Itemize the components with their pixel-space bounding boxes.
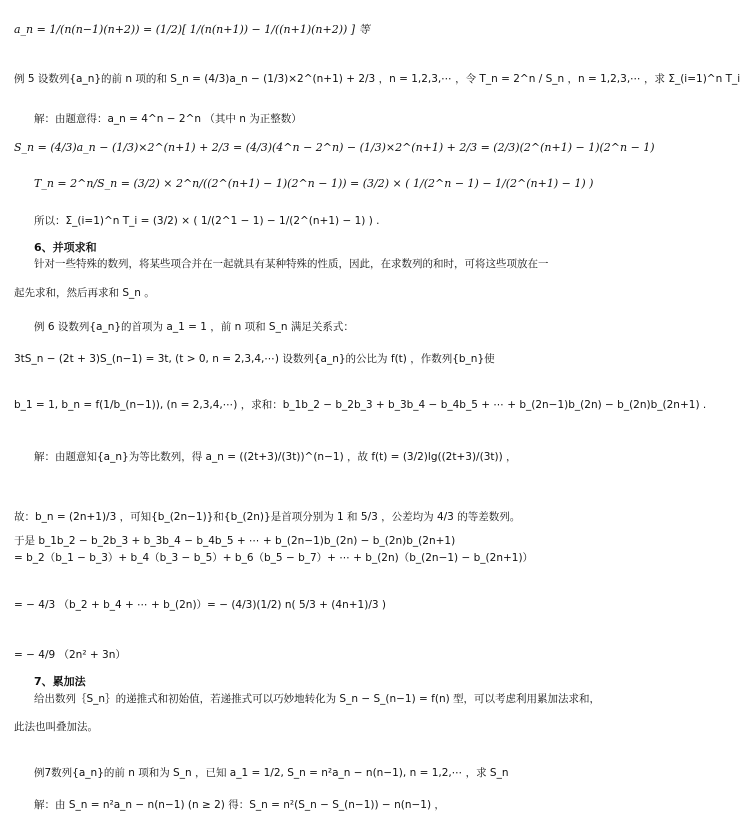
- example-6-simplify: = − 4/3 （b_2 + b_4 + ⋯ + b_(2n)）= − (4/3)(1/2) n( 5/3 + (4n+1)/3 ): [14, 599, 386, 611]
- formula-sn: S_n = (4/3)a_n − (1/3)×2^(n+1) + 2/3 = (4/3)(4^n − 2^n) − (1/3)×2^(n+1) + 2/3 = (2/3)(2^(n+1) − 1)(2^n − 1): [14, 141, 655, 154]
- example-6-result: = − 4/9 （2n² + 3n）: [14, 649, 126, 661]
- example-7-statement: 例7数列{a_n}的前 n 项和为 S_n ，已知 a_1 = 1/2, S_n = n²a_n − n(n−1), n = 1,2,⋯ ，求 S_n: [34, 767, 509, 779]
- example-6-solution-ft: 解：由题意知{a_n}为等比数列，得 a_n = ((2t+3)/(3t))^(n−1) ，故 f(t) = (3/2)lg((2t+3)/(3t)) ，: [34, 451, 517, 463]
- example-6-statement: 例 6 设数列{a_n}的首项为 a_1 = 1 ，前 n 项和 S_n 满足关系式：: [34, 321, 354, 333]
- example-6-bn-definition: b_1 = 1, b_n = f(1/b_(n−1)), (n = 2,3,4,⋯) ，求和：b_1b_2 − b_2b_3 + b_3b_4 − b_4b_5 + ⋯ + b_(2n−1)b_(2n) − b_(2n)b_(2n+1) .: [14, 399, 707, 411]
- example-6-sum-expression: 于是 b_1b_2 − b_2b_3 + b_3b_4 − b_4b_5 + ⋯ + b_(2n−1)b_(2n) − b_(2n)b_(2n+1): [14, 535, 456, 547]
- example-5-solution-an: 解：由题意得：a_n = 4^n − 2^n （其中 n 为正整数）: [34, 113, 302, 125]
- formula-an-decomposition: a_n = 1/(n(n−1)(n+2)) = (1/2)[ 1/(n(n+1)) − 1/((n+1)(n+2)) ] 等: [14, 23, 370, 36]
- section-6-paragraph-2: 起先求和，然后再求和 S_n 。: [14, 287, 155, 299]
- section-7-paragraph-1: 给出数列｛S_n｝的递推式和初始值，若递推式可以巧妙地转化为 S_n − S_(n−1) = f(n) 型，可以考虑利用累加法求和，: [34, 693, 601, 705]
- example-6-relation: 3tS_n − (2t + 3)S_(n−1) = 3t, (t > 0, n = 2,3,4,⋯) 设数列{a_n}的公比为 f(t) ，作数列{b_n}使: [14, 353, 495, 365]
- example-5-statement: 例 5 设数列{a_n}的前 n 项的和 S_n = (4/3)a_n − (1/3)×2^(n+1) + 2/3 ，n = 1,2,3,⋯ ，令 T_n = 2^n / S_n ，n = 1,2,3,⋯ ，求 Σ_(i=1)^n T_i: [14, 73, 740, 85]
- section-6-heading: 6、并项求和: [34, 241, 97, 254]
- section-7-heading: 7、累加法: [34, 675, 86, 688]
- example-6-bn-formula: 故：b_n = (2n+1)/3 ，可知{b_(2n−1)}和{b_(2n)}是首项分别为 1 和 5/3 ，公差均为 4/3 的等差数列。: [14, 511, 521, 523]
- example-7-solution: 解：由 S_n = n²a_n − n(n−1) (n ≥ 2) 得：S_n = n²(S_n − S_(n−1)) − n(n−1) ，: [34, 799, 445, 811]
- section-6-paragraph-1: 针对一些特殊的数列，将某些项合并在一起就具有某种特殊的性质，因此，在求数列的和时，可将这些项放在一: [34, 258, 549, 270]
- example-6-grouping: = b_2（b_1 − b_3）+ b_4（b_3 − b_5）+ b_6（b_5 − b_7）+ ⋯ + b_(2n)（b_(2n−1) − b_(2n+1)）: [14, 552, 534, 564]
- formula-tn: T_n = 2^n/S_n = (3/2) × 2^n/((2^(n+1) − 1)(2^n − 1)) = (3/2) × ( 1/(2^n − 1) − 1/(2^(n+1) − 1) ): [34, 177, 594, 190]
- formula-sum-ti: 所以：Σ_(i=1)^n T_i = (3/2) × ( 1/(2^1 − 1) − 1/(2^(n+1) − 1) ) .: [34, 215, 380, 227]
- section-7-paragraph-2: 此法也叫叠加法。: [14, 721, 98, 733]
